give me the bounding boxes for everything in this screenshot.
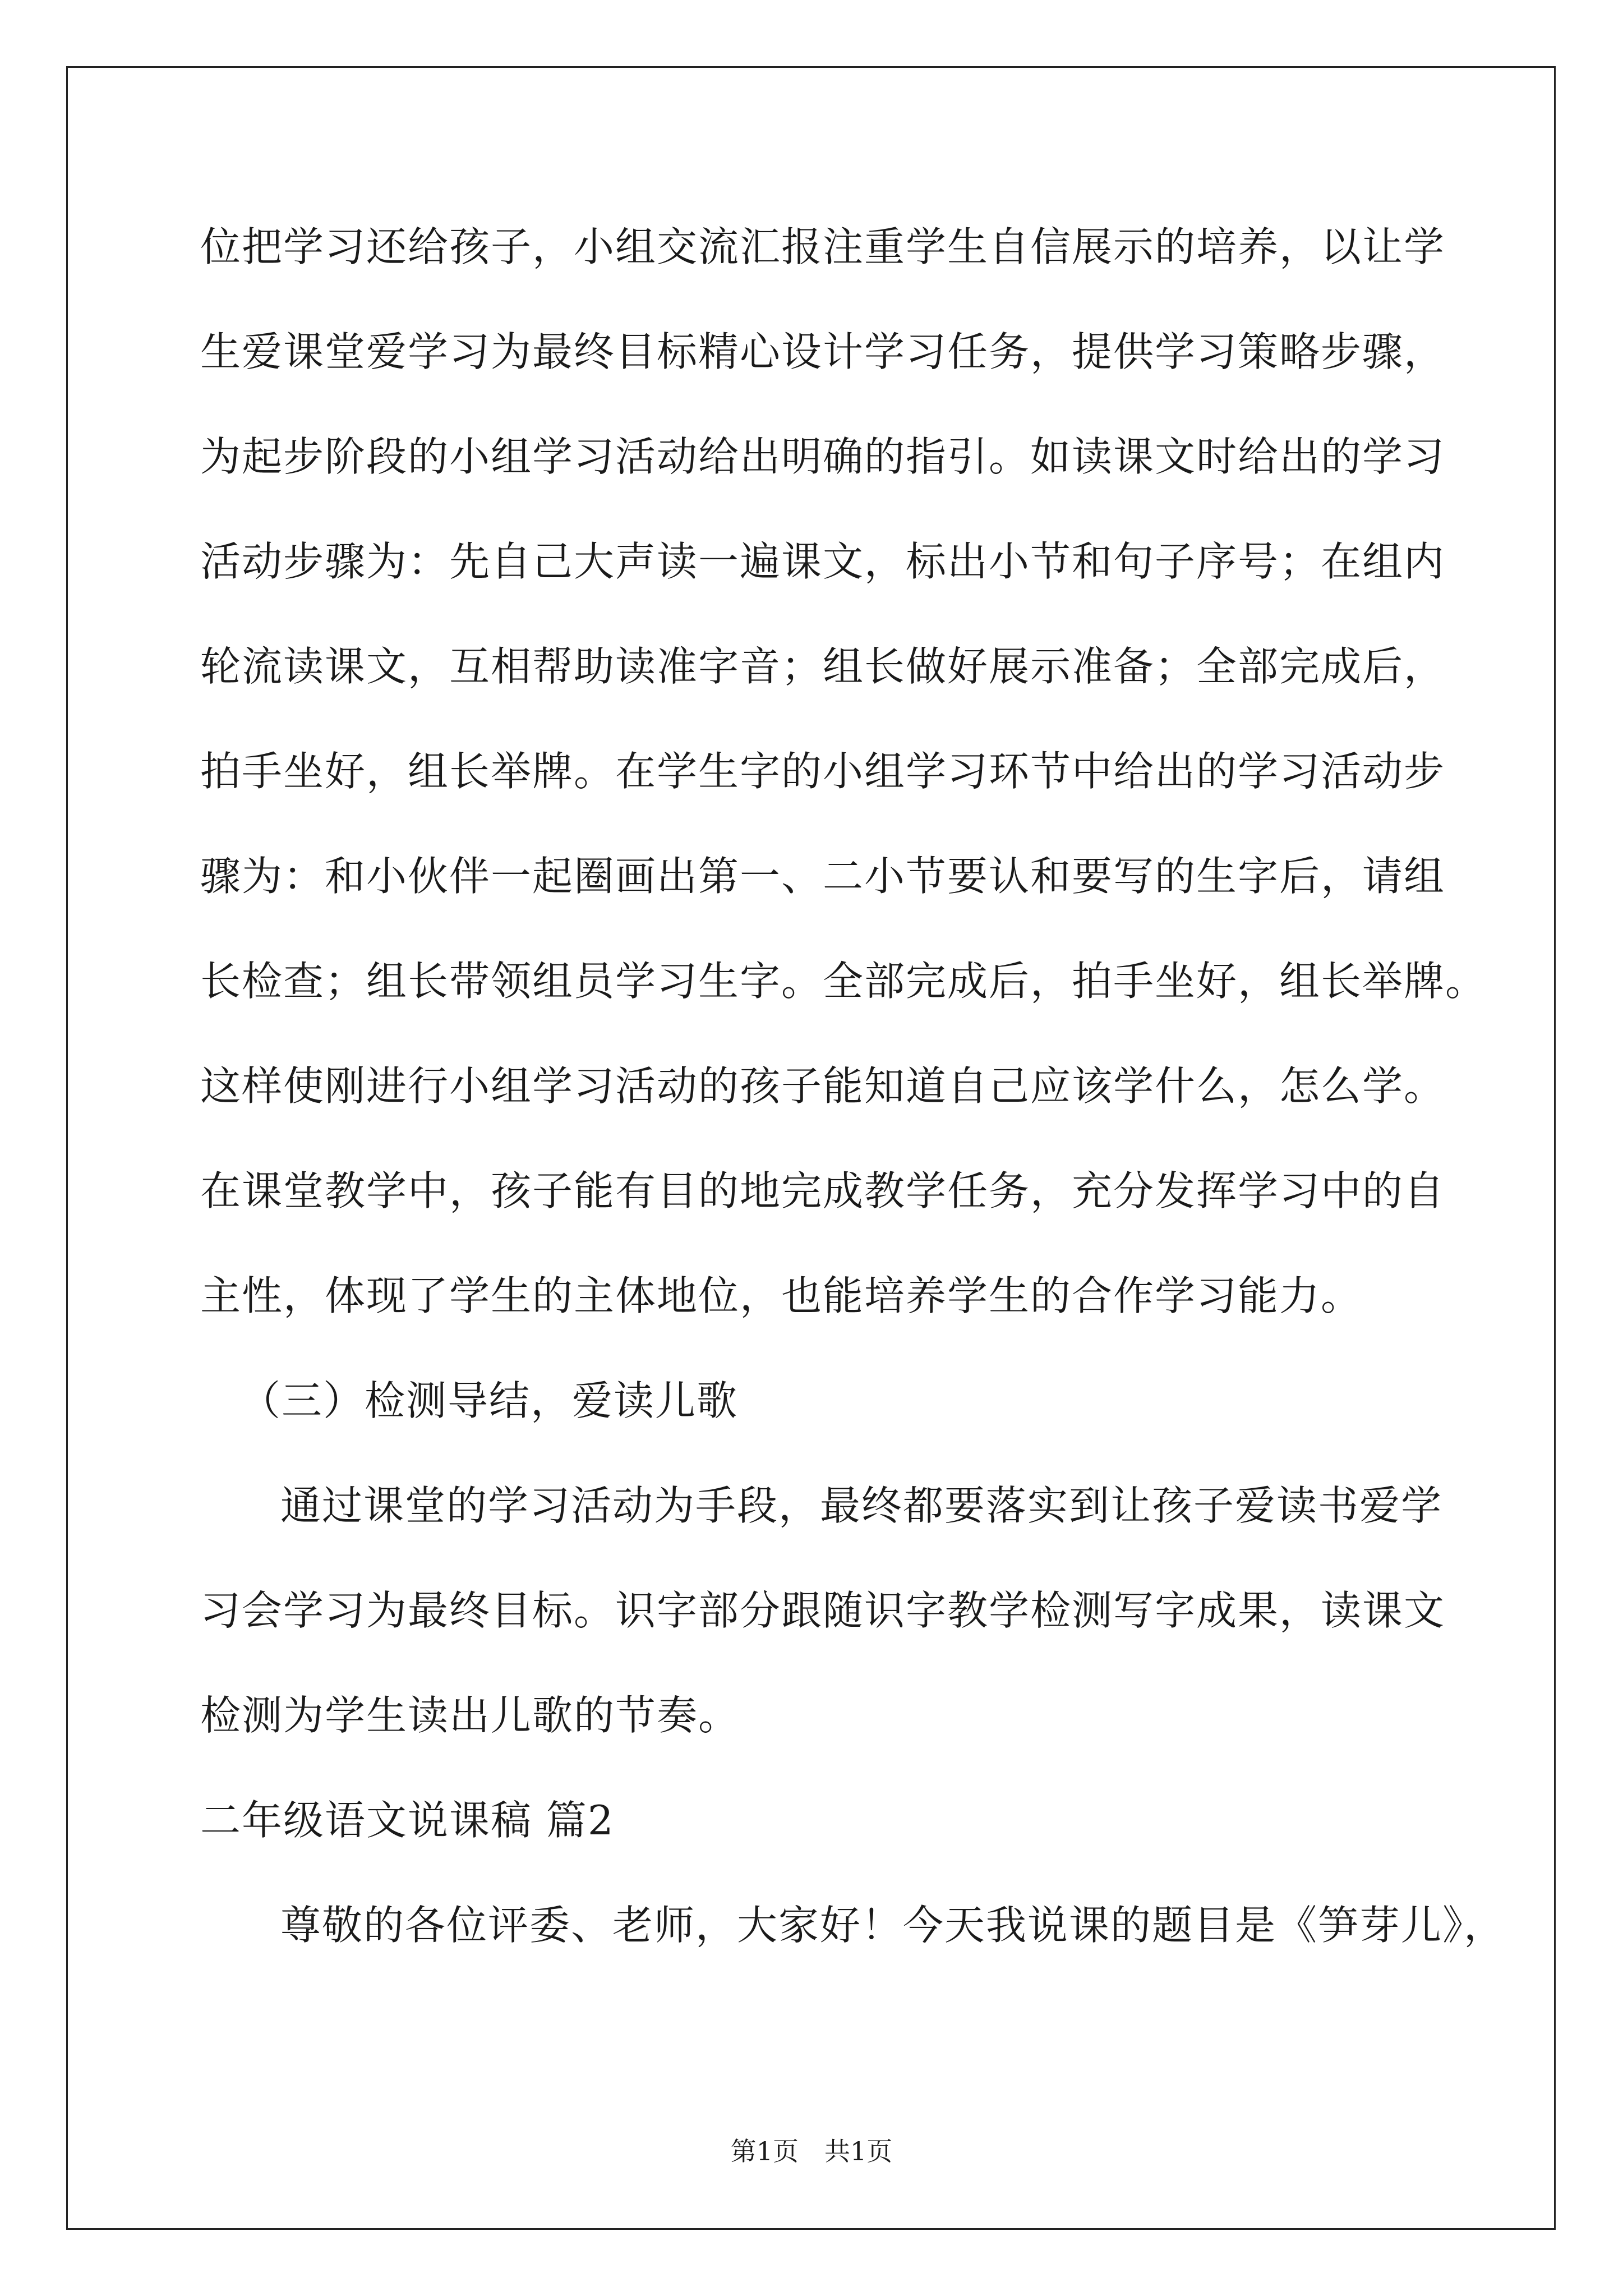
text-line: 活动步骤为：先自己大声读一遍课文，标出小节和句子序号；在组内 [200, 538, 1446, 585]
text-line: 通过课堂的学习活动为手段，最终都要落实到让孩子爱读书爱学 [280, 1482, 1443, 1529]
page-footer: 第1页 共1页 [730, 2136, 893, 2166]
text-line: 长检查；组长带领组员学习生字。全部完成后，拍手坐好，组长举牌。 [200, 958, 1487, 1005]
text-line: 在课堂教学中，孩子能有目的地完成教学任务，充分发挥学习中的自 [200, 1167, 1446, 1214]
text-line: 尊敬的各位评委、老师，大家好！今天我说课的题目是《笋芽儿》， [280, 1902, 1506, 1949]
text-line: 为起步阶段的小组学习活动给出明确的指引。如读课文时给出的学习 [200, 433, 1446, 480]
text-line: 习会学习为最终目标。识字部分跟随识字教学检测写字成果，读课文 [200, 1587, 1446, 1634]
text-line: 拍手坐好，组长举牌。在学生字的小组学习环节中给出的学习活动步 [200, 748, 1446, 795]
subheading: （三）检测导结，爱读儿歌 [240, 1377, 739, 1424]
text-line: 位把学习还给孩子，小组交流汇报注重学生自信展示的培养，以让学 [200, 223, 1446, 270]
text-line: 骤为：和小伙伴一起圈画出第一、二小节要认和要写的生字后，请组 [200, 853, 1446, 900]
section-title: 二年级语文说课稿 篇2 [200, 1797, 615, 1844]
text-line: 轮流读课文，互相帮助读准字音；组长做好展示准备；全部完成后， [200, 643, 1446, 690]
text-line: 这样使刚进行小组学习活动的孩子能知道自己应该学什么，怎么学。 [200, 1062, 1446, 1110]
text-line: 检测为学生读出儿歌的节奏。 [200, 1692, 740, 1739]
text-line: 主性，体现了学生的主体地位，也能培养学生的合作学习能力。 [200, 1272, 1363, 1319]
text-line: 生爱课堂爱学习为最终目标精心设计学习任务，提供学习策略步骤， [200, 328, 1446, 375]
